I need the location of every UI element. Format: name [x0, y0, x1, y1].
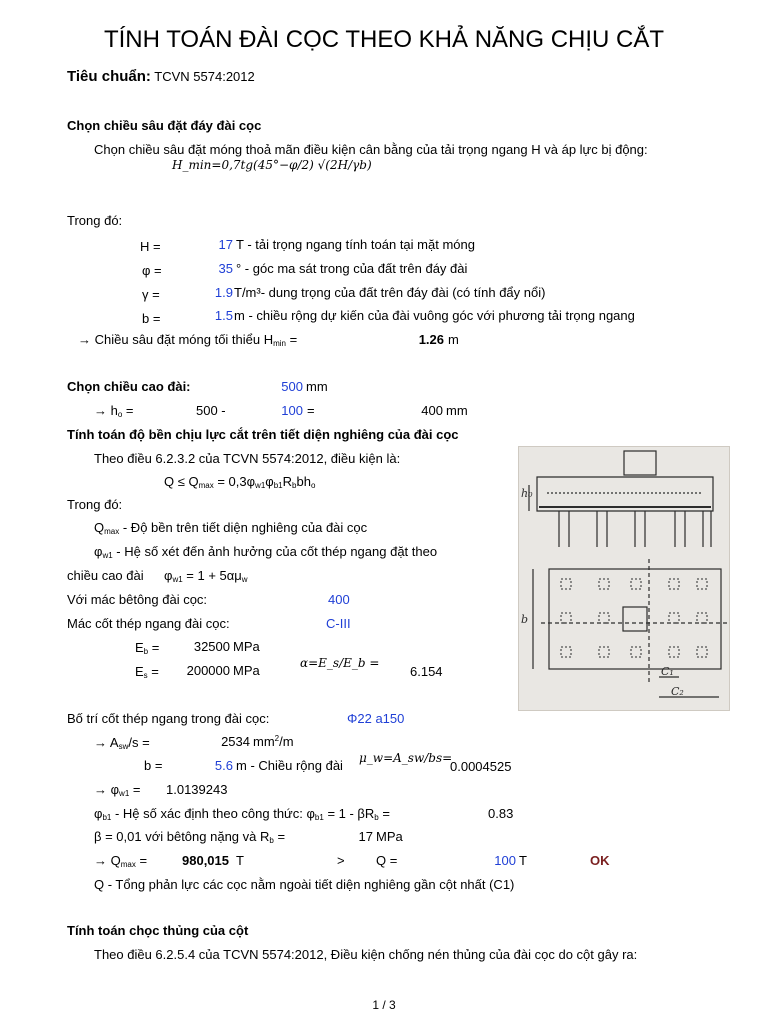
shear-clause: Theo điều 6.2.3.2 của TCVN 5574:2012, điều kiện là: [94, 451, 401, 466]
steel-value: C-III [326, 616, 351, 631]
depth-formula: H_min=0,7tg(45°−φ/2) √(2H/γb) [172, 158, 372, 172]
es-value: 200000 [186, 663, 230, 678]
asw-value: 2534 [221, 734, 250, 749]
q-label: Q = [376, 853, 398, 868]
ok-status: OK [590, 853, 610, 868]
q-value: 100 [494, 853, 516, 868]
es-label: $E_s$ = [135, 664, 159, 680]
pile-cap-sketch-image [518, 446, 730, 711]
depth-result [78, 332, 297, 348]
depth-text: Chọn chiều sâu đặt móng thoả mãn điều kiện cân bằng của tải trọng ngang H và áp lực bị động: [94, 142, 648, 157]
phiw1-desc: $\varphi_{w1}$ - Hệ số xét đến ảnh hưởng của cốt thép ngang đặt theo [94, 544, 438, 560]
column-plan [623, 607, 647, 631]
h0-unit: mm [446, 403, 468, 418]
eb-value: 32500 [193, 639, 230, 654]
height-heading: Chọn chiều cao đài: [67, 379, 191, 394]
phib1-value: 0.83 [488, 806, 514, 821]
sketch-label-h0: h₀ [521, 487, 533, 500]
sketch-label-c2: C₂ [671, 685, 684, 698]
h0-b: 100 [281, 403, 303, 418]
column-elevation [624, 451, 656, 475]
param-desc: T - tải trọng ngang tính toán tại mặt móng [236, 237, 475, 252]
qmax-desc: $Q_{max}$ - Độ bền trên tiết diện nghiêng của đài cọc [94, 520, 368, 536]
phiw1-result-value: 1.0139243 [166, 782, 228, 797]
depth-result-eq: = [286, 332, 298, 347]
phiw1-result-label: → $\varphi_{w1}$ = [94, 782, 141, 798]
es-unit: MPa [233, 663, 260, 678]
height-value: 500 [281, 379, 303, 394]
sketch-label-b: b [521, 613, 529, 626]
height-unit: mm [306, 379, 328, 394]
depth-result-label: → Chiều sâu đặt móng tối thiểu H [78, 332, 274, 347]
h0-eq: = [122, 403, 134, 418]
param-symbol: H = [140, 239, 161, 254]
param-symbol: φ = [142, 263, 162, 278]
phiw1-desc-2: chiều cao đài [67, 568, 144, 583]
page-title: TÍNH TOÁN ĐÀI CỌC THEO KHẢ NĂNG CHỊU CẮT [103, 26, 665, 53]
b-label: b = [144, 758, 163, 773]
standard-value: TCVN 5574:2012 [154, 69, 255, 84]
param-value: 35 [218, 261, 233, 276]
phib1-desc: $\varphi_{b1}$ - Hệ số xác định theo công thức: $\varphi_{b1} = 1 - \beta R_b$ = [94, 806, 390, 822]
depth-result-unit: m [448, 332, 459, 347]
depth-heading: Chọn chiều sâu đặt đáy đài cọc [67, 118, 262, 133]
concrete-label: Với mác bêtông đài cọc: [67, 592, 208, 607]
shear-heading: Tính toán độ bền chịu lực cắt trên tiết diện nghiêng của đài cọc [67, 427, 459, 442]
asw-label: → $A_{sw}/s$ = [94, 735, 150, 751]
gt-sign: > [337, 853, 345, 868]
h0-result: 400 [421, 403, 443, 418]
param-desc: T/m³- dung trọng của đất trên đáy đài (có tính đẩy nổi) [234, 285, 546, 300]
alpha-formula: α=E_s/E_b = [300, 656, 380, 670]
rebar-label: Bố trí cốt thép ngang trong đài cọc: [67, 711, 270, 726]
sketch-label-c1: C₁ [661, 665, 674, 678]
standard-label: Tiêu chuẩn: [67, 68, 151, 85]
qmax-unit: T [236, 853, 244, 868]
shear-condition: $Q \le Q_{max} = 0,3\varphi_{w1}\varphi_{b1}R_bbh_o$ [164, 474, 316, 490]
phiw1-formula: $\varphi_{w1} = 1 + 5\alpha\mu_w$ [164, 568, 248, 584]
asw-unit: $mm^2/m$ [253, 734, 294, 749]
pile-cap-plan [549, 569, 721, 669]
page-number: 1 / 3 [372, 998, 396, 1012]
param-symbol: γ = [142, 287, 160, 302]
q-unit: T [519, 853, 527, 868]
mu-value: 0.0004525 [450, 759, 512, 774]
concrete-value: 400 [328, 592, 350, 607]
depth-result-sub: min [273, 339, 286, 348]
eb-unit: MPa [233, 639, 260, 654]
rebar-value: Φ22 a150 [347, 711, 405, 726]
param-value: 1.9 [214, 285, 233, 300]
alpha-value: 6.154 [410, 664, 443, 679]
mu-formula: μ_w=A_sw/bs= [359, 751, 453, 765]
param-value: 17 [218, 237, 233, 252]
b-desc: m - Chiều rộng đài [236, 758, 343, 773]
depth-where: Trong đó: [67, 213, 123, 228]
h0-arrow: → h [94, 403, 118, 418]
b-value: 5.6 [214, 758, 233, 773]
q-note: Q - Tổng phản lực các cọc nằm ngoài tiết diện nghiêng gần cột nhất (C1) [94, 877, 515, 892]
param-value: 1.5 [214, 308, 233, 323]
eb-label: $E_b$ = [135, 640, 160, 656]
depth-result-value: 1.26 [418, 332, 444, 347]
param-symbol: b = [142, 311, 161, 326]
param-desc: ° - góc ma sát trong của đất trên đáy đài [236, 261, 468, 276]
standard-line [67, 68, 255, 85]
rb-unit: MPa [376, 829, 403, 844]
rb-value: 17 [358, 829, 373, 844]
punch-text: Theo điều 6.2.5.4 của TCVN 5574:2012, Điều kiện chống nén thủng của đài cọc do cột gây ra: [94, 947, 638, 962]
pile-cap-sketch [519, 447, 729, 710]
beta-desc: β = 0,01 với bêtông nặng và $R_b$ = [94, 829, 286, 845]
punch-heading: Tính toán chọc thủng của cột [67, 923, 249, 938]
qmax-label: → $Q_{max}$ = [94, 853, 148, 869]
qmax-value: 980,015 [182, 853, 229, 868]
h0-c: = [307, 403, 315, 418]
shear-where: Trong đó: [67, 497, 123, 512]
h0-label [94, 403, 134, 419]
h0-sub: o [117, 410, 123, 419]
h0-a: 500 - [196, 403, 226, 418]
steel-label: Mác cốt thép ngang đài cọc: [67, 616, 230, 631]
pile-cap-elevation [537, 477, 713, 511]
param-desc: m - chiều rộng dự kiến của đài vuông góc với phương tải trọng ngang [234, 308, 635, 323]
